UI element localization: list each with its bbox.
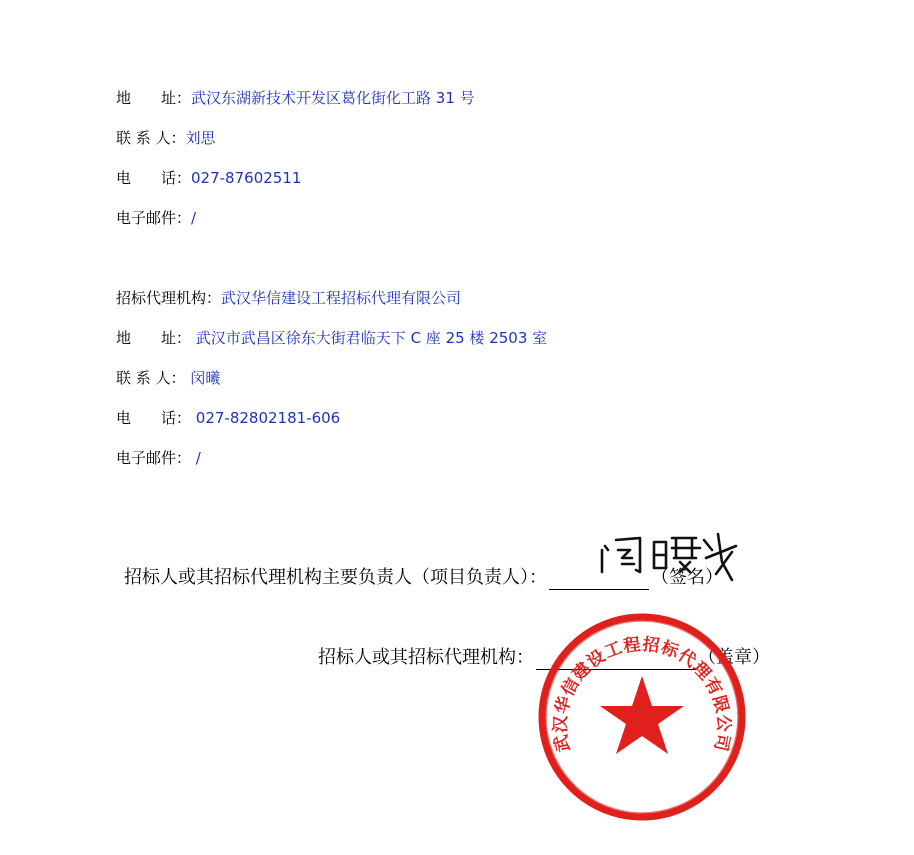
tenderer-email-value: / [191,209,197,227]
seal-text: 武汉华信建设工程招标代理有限公司 [550,634,734,754]
agency-address-label: 地 址： [116,329,192,347]
agency-phone-label: 电 话： [116,409,192,427]
sign-suffix: （签名） [651,567,723,588]
agency-phone-value: 027-82802181-606 [195,409,341,427]
agency-contact-line [116,367,220,389]
agency-name-value: 武汉华信建设工程招标代理有限公司 [221,289,462,307]
tenderer-phone-label: 电 话： [116,169,192,187]
agency-email-value: / [195,449,201,467]
handwritten-signature [596,528,746,588]
agency-phone-line [116,407,340,429]
agency-seal-label: 招标人或其招标代理机构： [318,647,534,668]
agency-contact-label: 联 系 人： [116,369,186,387]
agency-name-line [116,287,461,309]
agency-contact-value: 闵曦 [190,369,221,387]
tenderer-contact-line [116,127,216,149]
company-seal [537,612,747,822]
agency-email-line [116,447,201,469]
tenderer-address-label: 地 址： [116,89,192,107]
tenderer-email-line [116,207,196,229]
responsible-label: 招标人或其招标代理机构主要负责人（项目负责人）： [124,567,547,588]
agency-email-label: 电子邮件： [116,449,192,467]
tenderer-phone-line [116,167,301,189]
seal-star-icon [600,676,684,754]
tenderer-email-label: 电子邮件： [116,209,192,227]
agency-address-value: 武汉市武昌区徐东大街君临天下 C 座 25 楼 2503 室 [195,329,548,347]
tenderer-contact-label: 联 系 人： [116,129,186,147]
tenderer-address-value: 武汉东湖新技术开发区葛化街化工路 31 号 [191,89,475,107]
agency-name-label: 招标代理机构： [116,289,222,307]
seal-suffix: （盖章） [698,647,770,668]
tenderer-address-line [116,87,475,109]
agency-address-line [116,327,547,349]
tenderer-contact-value: 刘思 [185,129,216,147]
tenderer-phone-value: 027-87602511 [191,169,302,187]
